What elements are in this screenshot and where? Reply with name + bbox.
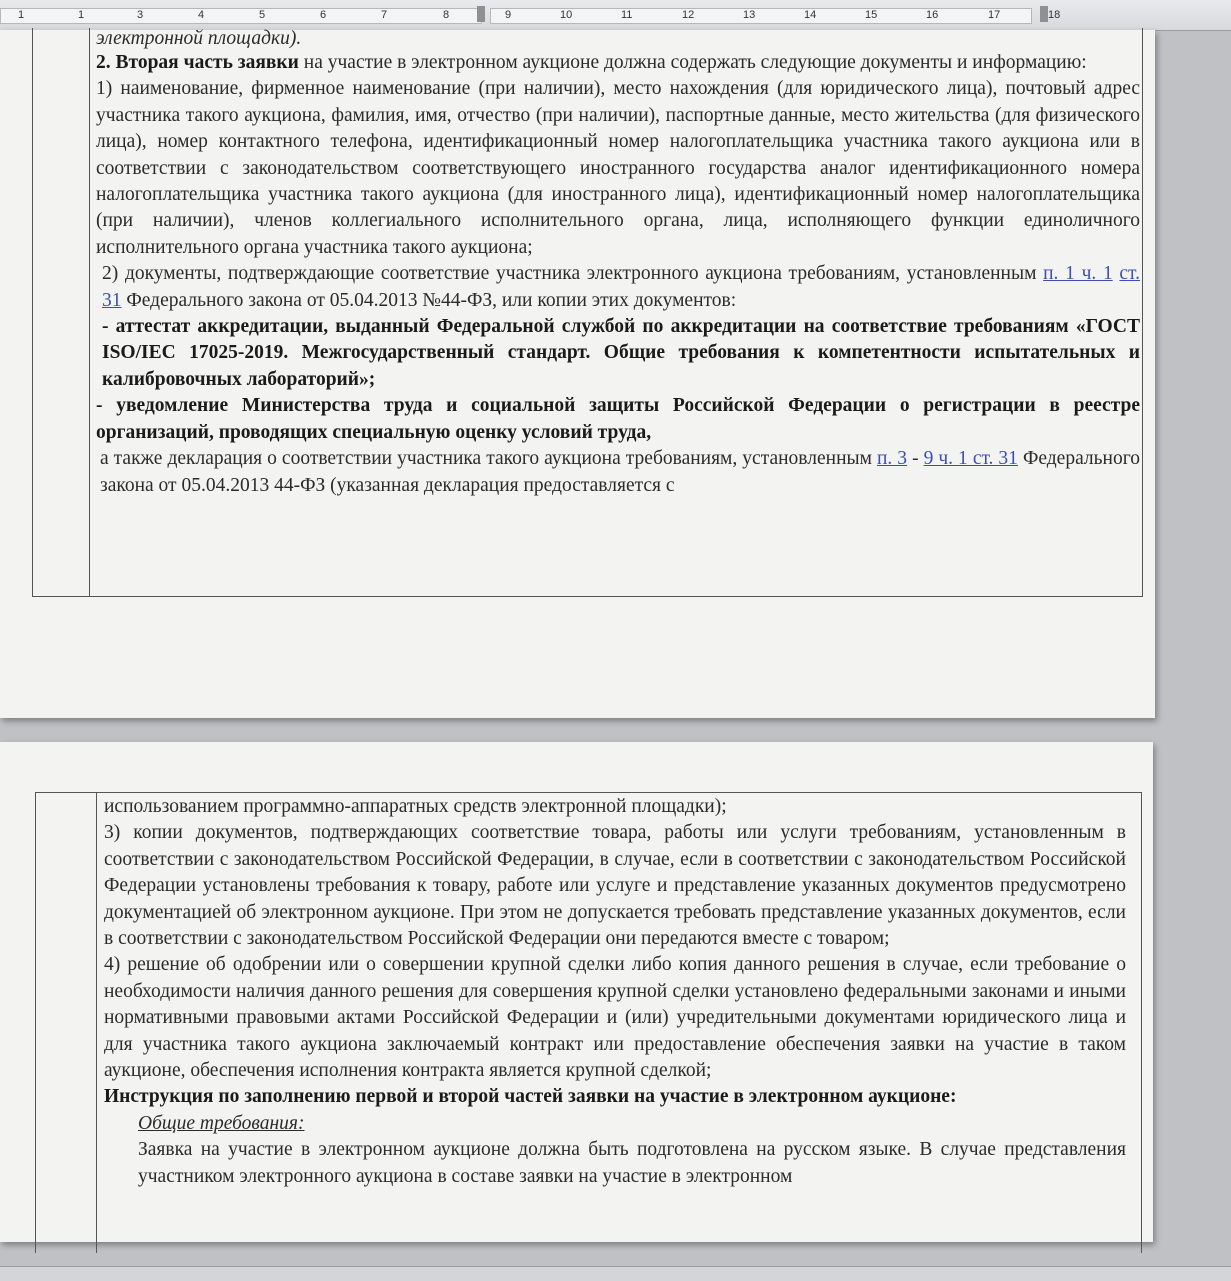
list-item: 3) копии документов, подтверждающих соответствие товара, работы или услуги требованиям, установленным в соответствии с законодательством Российской Федерации, в случае, если в соответствии с законодательством Российской Федерации установлены требования к товару, работе или услуге и представление указанных документов предусмотрено документацией об электронном аукционе. При этом не допускается требовать представление указанных документов, если в соответствии с законодательством Российской Федерации они передаются вместе с товаром; [104, 822, 1126, 950]
ruler-number: 17 [988, 9, 1001, 21]
document-page-1[interactable] [0, 30, 1155, 718]
ruler-text-area [0, 8, 482, 24]
subheading [104, 1111, 1126, 1137]
ruler-number: 1 [18, 9, 25, 21]
law-link[interactable]: п. 3 [876, 448, 908, 470]
ruler-number: 4 [198, 9, 205, 21]
ruler-number: 8 [443, 9, 450, 21]
text-line: электронной площадки). [96, 28, 302, 49]
ruler-number: 12 [682, 9, 695, 21]
ruler-number: 11 [621, 9, 633, 21]
table-column-divider [96, 793, 97, 1253]
text-run: - [907, 448, 924, 470]
text-run: а также декларация о соответствии участника такого аукциона требованиям, установленным [100, 448, 877, 470]
ruler-number: 7 [381, 9, 388, 21]
ruler-number: 10 [560, 9, 573, 21]
bold-heading: 2. Вторая часть заявки [96, 52, 299, 73]
text-run: на участие в электронном аукционе должна содержать следующие документы и информацию: [298, 52, 1087, 73]
law-link[interactable]: п. 1 ч. 1 [1043, 263, 1113, 285]
table-column-divider [89, 28, 90, 596]
ruler-number: 3 [137, 9, 144, 21]
bullet-item: - уведомление Министерства труда и социальной защиты Российской Федерации о регистрации в реестре организаций, проводящих специальную оценку условий труда, [96, 395, 1140, 443]
subheading-text: Общие требования: [138, 1112, 305, 1134]
status-bar [0, 1266, 1231, 1281]
document-body-text[interactable] [96, 28, 1140, 498]
law-link[interactable]: ст. 31 [102, 263, 1140, 311]
text-run: 2) документы, подтверждающие соответствие участника электронного аукциона требованиям, установленным [102, 263, 1044, 285]
instruction-heading: Инструкция по заполнению первой и второй частей заявки на участие в электронном аукционе: [104, 1086, 957, 1108]
ruler-number: 9 [505, 9, 512, 21]
ruler-number: 18 [1048, 9, 1061, 21]
ruler-indent-marker[interactable] [477, 6, 485, 22]
text-run: Федерального закона от 05.04.2013 №44-ФЗ, или копии этих документов: [121, 289, 737, 311]
ruler-number: 6 [320, 9, 327, 21]
text-line: использованием программно-аппаратных средств электронной площадки); [104, 796, 727, 817]
text-run: Федерального закона от 05.04.2013 44-ФЗ (указанная декларация предоставляется с [100, 448, 1140, 496]
list-item: 1) наименование, фирменное наименование (при наличии), место нахождения (для юридического лица), почтовый адрес участника такого аукциона, фамилия, имя, отчество (при наличии), паспортные данные, место жительства (для физического лица), номер контактного телефона, идентификационный номер налогоплательщика участника такого аукциона или в соответствии с законодательством соответствующего иностранного государства аналог идентификационного номера налогоплательщика участника такого аукциона (для иностранного лица), идентификационный номер налогоплательщика (при наличии), членов коллегиального исполнительного органа, лица, исполняющего функции единоличного исполнительного органа участника такого аукциона; [96, 78, 1140, 258]
paragraph [96, 446, 1140, 498]
list-item [96, 261, 1140, 314]
horizontal-ruler[interactable] [0, 0, 1231, 31]
law-link[interactable]: 9 ч. 1 ст. 31 [923, 448, 1018, 470]
paragraph: Заявка на участие в электронном аукционе должна быть подготовлена на русском языке. В случае представления участником электронного аукциона в составе заявки на участие в электронном [138, 1139, 1126, 1187]
ruler-number: 16 [926, 9, 939, 21]
paragraph [96, 50, 1140, 76]
list-item: 4) решение об одобрении или о совершении крупной сделки либо копия данного решения в случае, если требование о необходимости наличия данного решения для совершения крупной сделки установлено федеральными законами и иными нормативными правовыми актами Российской Федерации и (или) учредительными документами юридического лица и для участника такого аукциона заключаемый контракт или предоставление обеспечения заявки на участие в таком аукционе, обеспечения исполнения контракта является крупной сделкой; [104, 954, 1126, 1082]
ruler-number: 15 [865, 9, 878, 21]
document-body-text[interactable] [104, 794, 1126, 1189]
ruler-number: 5 [259, 9, 266, 21]
ruler-number: 14 [804, 9, 817, 21]
ruler-number: 13 [743, 9, 756, 21]
document-page-2[interactable] [0, 742, 1153, 1242]
ruler-right-margin-marker[interactable] [1040, 6, 1048, 22]
bullet-item: - аттестат аккредитации, выданный Федеральной службой по аккредитации на соответствие требованиям «ГОСТ ISO/IEC 17025-2019. Межгосударственный стандарт. Общие требования к компетентности испытательных и калибровочных лабораторий»; [102, 316, 1140, 390]
ruler-number: 1 [78, 9, 85, 21]
